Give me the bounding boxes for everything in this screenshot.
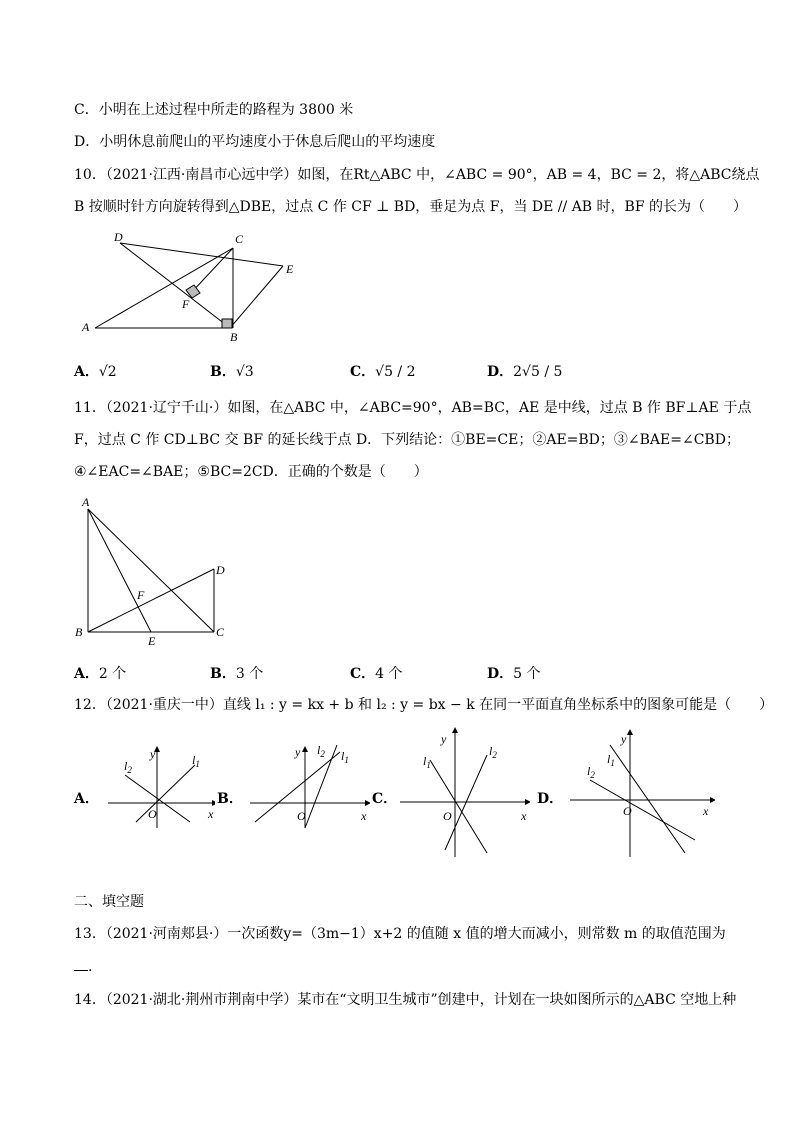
fig10-label-c: C [235,232,244,246]
graph-a-l2-label: l [124,759,128,773]
graph-d-l2-label: l [587,764,591,778]
section-fill-in-title: 二、填空题 [74,894,144,910]
svg-text:l1 [192,753,200,769]
q10-option-d[interactable]: D．2√5 / 5 [487,364,563,380]
svg-text:l1 [607,752,615,768]
fig10-label-e: E [286,262,294,276]
figure-q11 [74,494,244,652]
graph-c-x-label: x [521,809,527,823]
answer-blank[interactable] [74,958,88,971]
graph-a-l2-sub: 2 [127,765,132,775]
graph-a-l1-sub: 1 [195,759,200,769]
graph-a-x-label: x [208,807,214,821]
figure-q10 [78,228,308,346]
q10-option-c[interactable]: C．√5 / 2 [350,364,416,380]
q13-blank[interactable] [74,957,92,977]
graph-b-l2-sub: 2 [320,749,325,759]
q11-option-b[interactable]: B．3 个 [210,666,264,682]
q11-line-3: ④∠EAC=∠BAE；⑤BC=2CD．正确的个数是（ ） [74,464,428,480]
graph-b-l2-label: l [317,743,321,757]
graph-d-l2-sub: 2 [590,770,595,780]
graph-b-l1-label: l [341,749,345,763]
graph-b-l1-sub: 1 [344,755,349,765]
graph-c-y-label: y [441,732,447,746]
graph-d-origin: O [623,804,632,818]
q10-option-b[interactable]: B．√3 [210,364,254,380]
option-c-text: C．小明在上述过程中所走的路程为 3800 米 [74,102,354,118]
q13-end: . [88,959,93,975]
q12-option-b[interactable]: B． [217,791,243,807]
fig10-label-a: A [82,320,90,334]
q11-line-1: 11．（2021·辽宁千山·）如图，在△ABC 中，∠ABC=90°，AB=BC，AE 是中线，过点 B 作 BF⊥AE 于点 [74,400,752,416]
q12-graph-c [395,725,530,860]
graph-b-x-label: x [361,809,367,823]
fig10-label-d: D [114,230,123,244]
fig11-label-c: C [216,625,225,639]
svg-text:l1 [423,754,431,770]
q12-option-c[interactable]: C． [372,791,398,807]
q11-line-2: F，过点 C 作 CD⊥BC 交 BF 的延长线于点 D．下列结论：①BE=CE；②AE=BD；③∠BAE=∠CBD； [74,432,740,448]
graph-d-y-label: y [621,732,627,746]
q14-line: 14．（2021·湖北·荆州市荆南中学）某市在“文明卫生城市”创建中，计划在一块如图所示的△ABC 空地上种 [74,992,737,1008]
option-d-text: D．小明休息前爬山的平均速度小于休息后爬山的平均速度 [74,134,436,150]
q12-line: 12．（2021·重庆一中）直线 l₁ : y = kx + b 和 l₂ : y = bx − k 在同一平面直角坐标系中的图象可能是（ ） [74,697,774,713]
graph-d-l1-sub: 1 [610,758,615,768]
q10-option-a[interactable]: A．√2 [74,364,117,380]
graph-c-l1-label: l [423,754,427,768]
q11-option-d[interactable]: D．5 个 [487,666,541,682]
fig11-label-e: E [148,634,156,648]
q12-graph-b [245,740,370,830]
q10-line-1: 10．（2021·江西·南昌市心远中学）如图，在Rt△ABC 中，∠ABC = 90°，AB = 4，BC = 2，将△ABC绕点 [74,167,760,183]
graph-d-x-label: x [703,804,709,818]
fig11-label-d: D [216,563,225,577]
graph-a-y-label: y [150,747,156,761]
svg-text:l2 [124,759,132,775]
graph-c-origin: O [443,809,452,823]
q12-graph-d [565,725,715,860]
svg-text:l2 [587,764,595,780]
fig11-label-a: A [82,495,90,509]
graph-c-l2-label: l [489,744,493,758]
q12-option-d[interactable]: D． [537,791,564,807]
fig11-label-b: B [75,625,83,639]
graph-d-l1-label: l [607,752,611,766]
graph-a-l1-label: l [192,753,196,767]
graph-b-origin: O [297,809,306,823]
fig10-label-b: B [230,330,238,344]
graph-a-origin: O [148,807,157,821]
svg-text:l2 [317,743,325,759]
q13-line: 13．（2021·河南郏县·）一次函数y=（3m−1）x+2 的值随 x 值的增大而减小，则常数 m 的取值范围为 [74,926,726,942]
fig11-label-f: F [137,588,145,602]
graph-c-l1-sub: 1 [426,760,431,770]
q11-option-c[interactable]: C．4 个 [350,666,403,682]
q11-option-a[interactable]: A．2 个 [74,666,127,682]
fig10-label-f: F [182,297,190,311]
svg-text:l1 [341,749,349,765]
svg-text:l2 [489,744,497,760]
q12-graph-a [100,740,215,830]
graph-c-l2-sub: 2 [492,750,497,760]
q10-line-2: B 按顺时针方向旋转得到△DBE，过点 C 作 CF ⊥ BD，垂足为点 F，当 DE // AB 时，BF 的长为（ ） [74,199,747,215]
graph-b-y-label: y [295,745,301,759]
q12-option-a[interactable]: A． [74,791,99,807]
